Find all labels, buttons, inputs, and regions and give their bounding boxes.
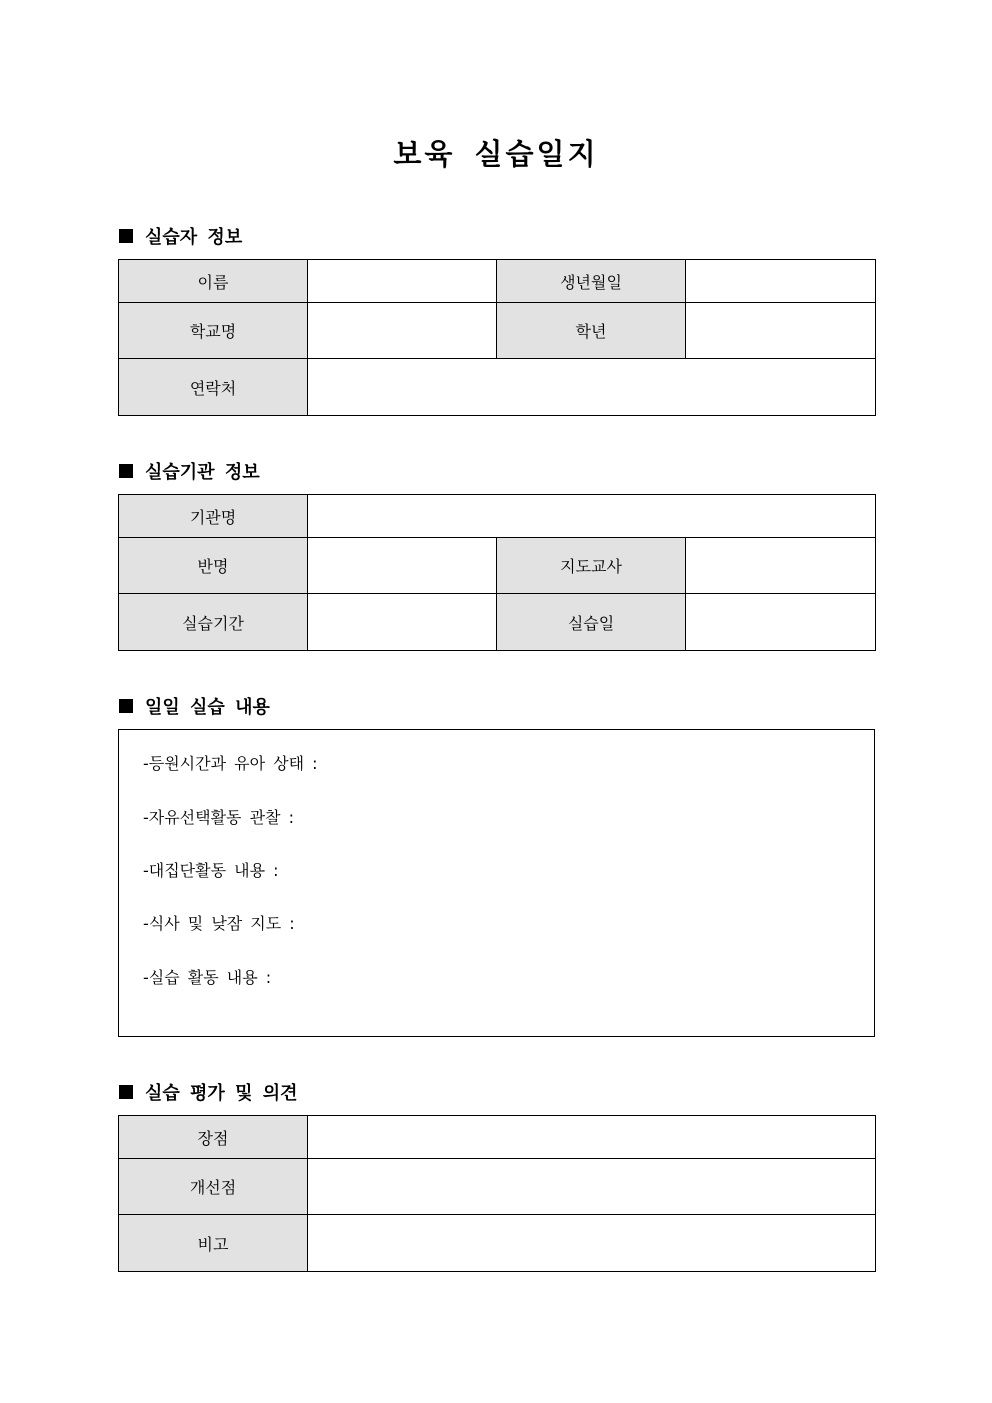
contact-field[interactable] <box>308 359 876 416</box>
daily-item-arrival: -등원시간과 유아 상태 : <box>143 754 318 773</box>
square-bullet-icon <box>119 699 133 713</box>
strengths-field[interactable] <box>308 1116 876 1159</box>
daily-item-group-activity: -대집단활동 내용 : <box>143 861 279 880</box>
section-heading-label: 실습기관 정보 <box>145 462 260 483</box>
class-label: 반명 <box>119 538 308 594</box>
daily-item-practice-activity: -실습 활동 내용 : <box>143 968 272 987</box>
strengths-label: 장점 <box>119 1116 308 1159</box>
square-bullet-icon <box>119 464 133 478</box>
grade-field[interactable] <box>686 303 876 359</box>
page-title: 보육 실습일지 <box>393 137 599 171</box>
square-bullet-icon <box>119 229 133 243</box>
evaluation-table <box>118 1115 876 1272</box>
square-bullet-icon <box>119 1085 133 1099</box>
improvements-field[interactable] <box>308 1159 876 1215</box>
section-heading-evaluation <box>119 1079 298 1105</box>
section-heading-label: 실습 평가 및 의견 <box>145 1083 298 1104</box>
section-heading-institution <box>119 458 260 484</box>
class-field[interactable] <box>308 538 497 594</box>
practice-day-field[interactable] <box>686 594 876 651</box>
name-label: 이름 <box>119 260 308 303</box>
school-field[interactable] <box>308 303 497 359</box>
period-label: 실습기간 <box>119 594 308 651</box>
remarks-label: 비고 <box>119 1215 308 1272</box>
daily-content-box[interactable] <box>118 729 875 1037</box>
section-heading-student <box>119 223 242 249</box>
institution-info-table <box>118 494 876 651</box>
practice-day-label: 실습일 <box>497 594 686 651</box>
daily-item-meal-nap: -식사 및 낮잠 지도 : <box>143 914 295 933</box>
teacher-field[interactable] <box>686 538 876 594</box>
name-field[interactable] <box>308 260 497 303</box>
school-label: 학교명 <box>119 303 308 359</box>
section-heading-label: 일일 실습 내용 <box>145 697 270 718</box>
birthdate-field[interactable] <box>686 260 876 303</box>
teacher-label: 지도교사 <box>497 538 686 594</box>
institution-name-label: 기관명 <box>119 495 308 538</box>
student-info-table <box>118 259 876 416</box>
section-heading-daily <box>119 693 270 719</box>
institution-name-field[interactable] <box>308 495 876 538</box>
birthdate-label: 생년월일 <box>497 260 686 303</box>
contact-label: 연락처 <box>119 359 308 416</box>
improvements-label: 개선점 <box>119 1159 308 1215</box>
remarks-field[interactable] <box>308 1215 876 1272</box>
section-heading-label: 실습자 정보 <box>145 227 243 248</box>
period-field[interactable] <box>308 594 497 651</box>
grade-label: 학년 <box>497 303 686 359</box>
daily-item-free-choice: -자유선택활동 관찰 : <box>143 808 294 827</box>
